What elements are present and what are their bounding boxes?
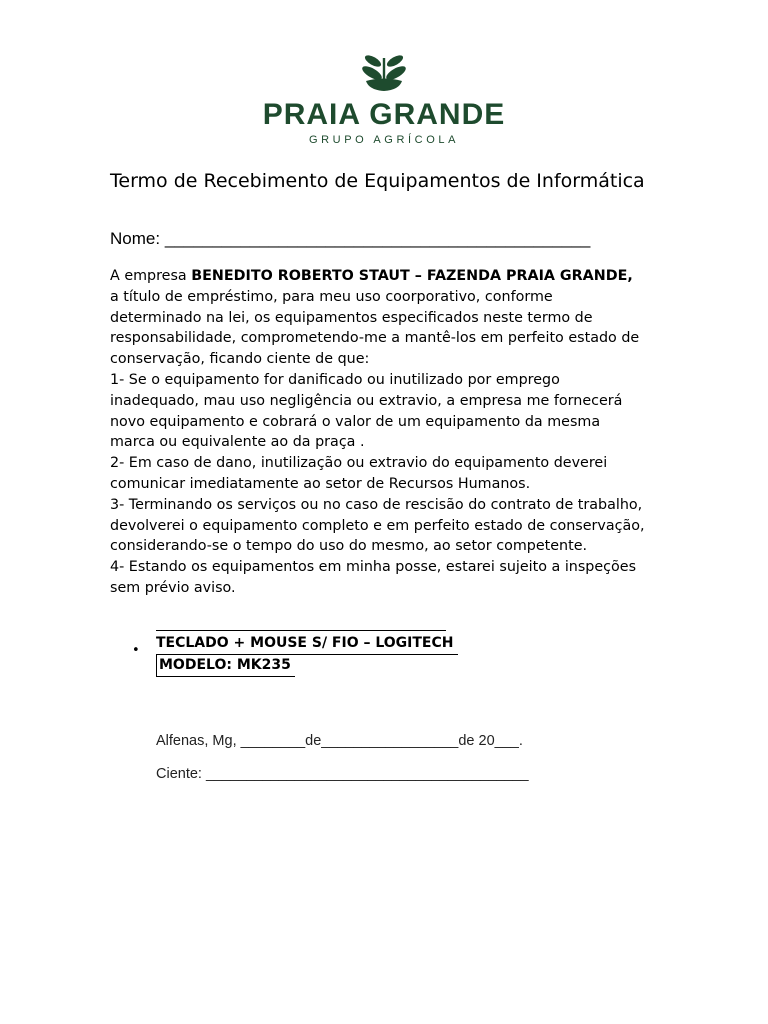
body-line: a título de empréstimo, para meu uso coorporativo, conforme — [110, 288, 553, 305]
body-line: marca ou equivalente ao da praça . — [110, 434, 365, 451]
body-line: 3- Terminando os serviços ou no caso de rescisão do contrato de trabalho, — [110, 496, 643, 513]
company-name: BENEDITO ROBERTO STAUT – FAZENDA PRAIA GRANDE, — [191, 268, 633, 284]
equipment-item — [156, 633, 458, 677]
brand-subtitle: GRUPO AGRÍCOLA — [308, 134, 460, 146]
body-line: novo equipamento e cobrará o valor de um equipamento da mesma — [110, 413, 601, 430]
body-line: 1- Se o equipamento for danificado ou inutilizado por emprego — [110, 371, 560, 388]
name-field[interactable] — [110, 229, 590, 249]
name-label: Nome: — [110, 229, 161, 248]
intro-prefix: A empresa — [110, 268, 192, 284]
company-logo — [0, 52, 768, 146]
bullet-icon: • — [132, 643, 140, 658]
brand-name: PRAIA GRANDE — [262, 98, 506, 131]
body-line: 4- Estando os equipamentos em minha posse, estarei sujeito a inspeções — [110, 559, 637, 576]
equipment-model: MODELO: MK235 — [156, 655, 295, 677]
body-line: responsabilidade, comprometendo-me a mantê-los em perfeito estado de — [110, 330, 640, 347]
ciente-signature-line: Ciente: ________________________________________ — [156, 766, 529, 782]
body-line: inadequado, mau uso negligência ou extravio, a empresa me fornecerá — [110, 392, 623, 409]
leaf-sprout-icon — [354, 52, 414, 92]
body-line: considerando-se o tempo do uso do mesmo, ao setor competente. — [110, 538, 588, 555]
document-title: Termo de Recebimento de Equipamentos de Informática — [110, 170, 645, 192]
equipment-top-rule — [156, 630, 446, 631]
equipment-description: TECLADO + MOUSE S/ FIO – LOGITECH — [156, 633, 458, 655]
terms-body — [110, 266, 670, 599]
body-line: 2- Em caso de dano, inutilização ou extravio do equipamento deverei — [110, 455, 608, 472]
body-line: conservação, ficando ciente de que: — [110, 351, 370, 368]
date-line: Alfenas, Mg, ________de_________________de 20___. — [156, 733, 523, 749]
body-line: devolverei o equipamento completo e em perfeito estado de conservação, — [110, 517, 645, 534]
intro-line — [110, 266, 670, 287]
body-line: comunicar imediatamente ao setor de Recursos Humanos. — [110, 475, 531, 492]
body-line: determinado na lei, os equipamentos especificados neste termo de — [110, 309, 593, 326]
name-blank-line[interactable]: _____________________________________________ — [164, 229, 591, 248]
body-line: sem prévio aviso. — [110, 579, 236, 596]
